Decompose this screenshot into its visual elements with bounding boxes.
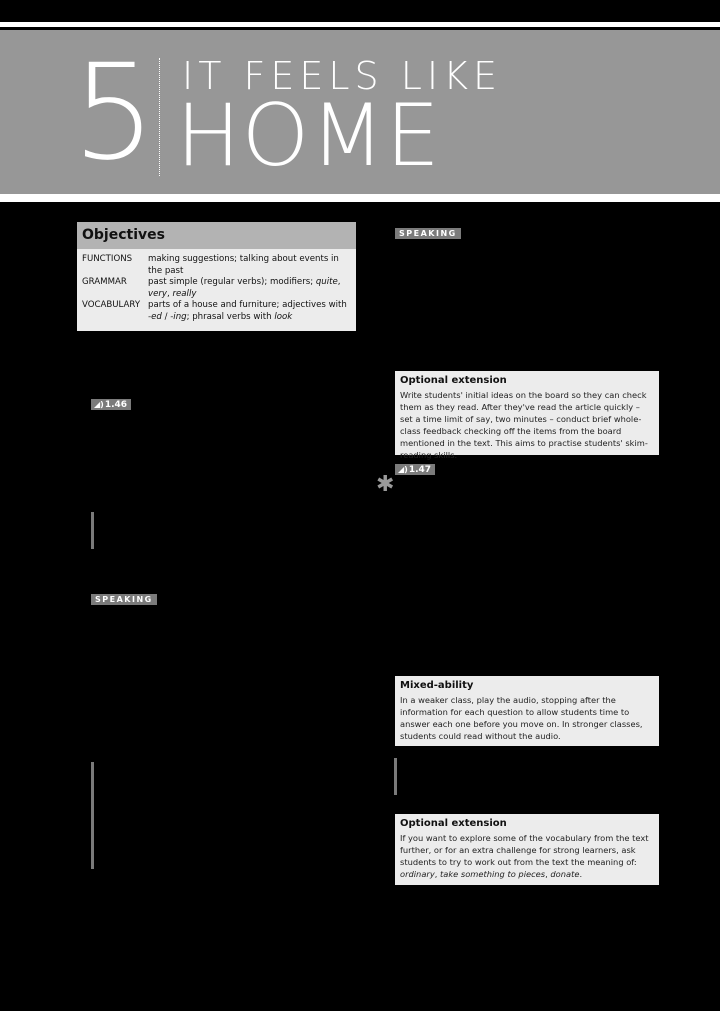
objective-value: past simple (regular verbs); modifiers; quite, very, really xyxy=(148,277,341,299)
banner-bottom-rule xyxy=(0,194,720,202)
vocab-term: donate xyxy=(550,869,580,879)
objective-value: making suggestions; talking about events in the past xyxy=(148,254,339,276)
audio-track-146[interactable]: ◢)1.46 xyxy=(91,399,131,410)
box-title: Optional extension xyxy=(400,818,507,829)
objectives-heading: Objectives xyxy=(77,222,356,249)
objective-label: VOCABULARY xyxy=(82,300,141,310)
title-divider xyxy=(159,58,160,176)
objective-label: FUNCTIONS xyxy=(82,254,133,264)
box-text: If you want to explore some of the vocabulary from the text further, or for an extra challenge for strong learners, ask students to try to work out from the text the meaning of: ordinary, take something to pieces, donate. xyxy=(400,833,649,879)
optional-extension-box-2 xyxy=(395,814,659,885)
vocab-term: take something to pieces xyxy=(440,869,546,879)
objective-label: GRAMMAR xyxy=(82,277,127,287)
objective-value: parts of a house and furniture; adjectives with -ed / -ing; phrasal verbs with look xyxy=(148,300,347,322)
box-text: In a weaker class, play the audio, stopping after the information for each question to allow students time to answer each one before you move on. In stronger classes, students could read without the audio. xyxy=(400,695,643,741)
margin-bar xyxy=(91,512,94,549)
speaking-tag: SPEAKING xyxy=(91,594,157,605)
speaking-tag: SPEAKING xyxy=(395,228,461,239)
objectives-box xyxy=(77,222,356,331)
box-text: Write students' initial ideas on the board so they can check them as they read. After they've read the article quickly – set a time limit of say, two minutes – conduct brief whole-class feedback checking off the items from the board mentioned in the text. This aims to practise students' skim-reading skills. xyxy=(400,390,648,460)
objective-row-vocabulary xyxy=(77,300,356,323)
top-rule xyxy=(0,22,720,27)
asterisk-icon: ✱ xyxy=(376,472,395,497)
audio-track-147[interactable]: ◢)1.47 xyxy=(395,464,435,475)
speaker-icon: ◢) xyxy=(398,465,408,474)
unit-title-line1: IT FEELS LIKE xyxy=(182,54,503,98)
margin-bar xyxy=(91,762,94,869)
box-title: Mixed-ability xyxy=(400,680,474,691)
objective-row-grammar xyxy=(77,277,356,300)
mixed-ability-box xyxy=(395,676,659,746)
unit-number: 5 xyxy=(72,36,152,190)
speaker-icon: ◢) xyxy=(94,400,104,409)
unit-title-line2: HOME xyxy=(176,86,441,186)
margin-bar xyxy=(394,758,397,795)
optional-extension-box-1 xyxy=(395,371,659,460)
vocab-term: ordinary xyxy=(400,869,435,879)
box-title: Optional extension xyxy=(400,375,507,386)
objective-row-functions xyxy=(77,254,356,277)
